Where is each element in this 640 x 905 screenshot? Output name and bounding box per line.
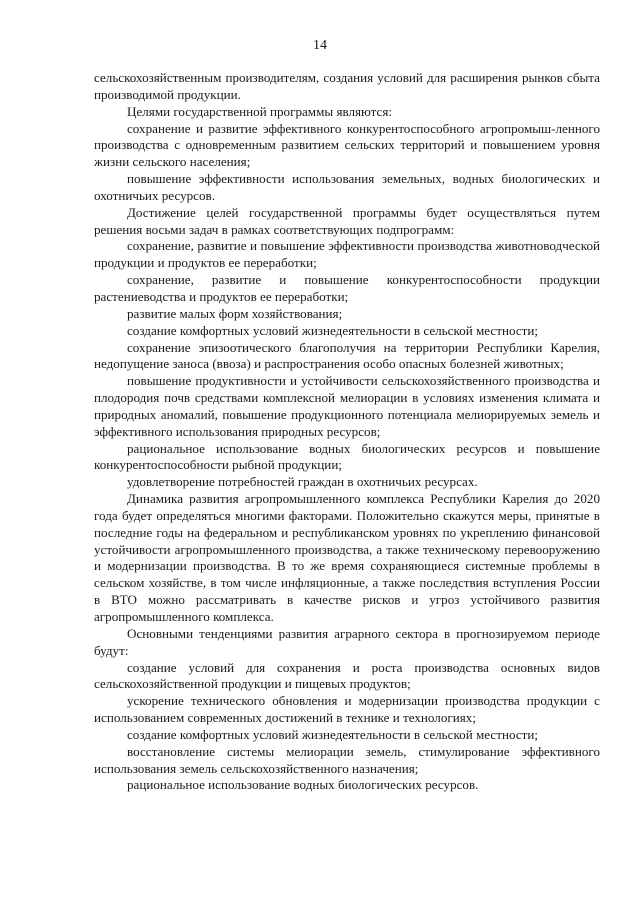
paragraph: создание комфортных условий жизнедеятельности в сельской местности;: [127, 322, 539, 338]
paragraph: развитие малых форм хозяйствования;: [127, 305, 343, 321]
paragraph: создание комфортных условий жизнедеятельности в сельской местности;: [127, 726, 539, 742]
page-number: 14: [313, 38, 327, 53]
paragraph: Динамика развития агропромышленного комплекса Республики Карелия до 2020 года будет определяться многими факторами. Положительно скажутся меры, принятые в последние годы на федеральном и республиканском уровнях по укреплению финансовой устойчивости агропромышленного производства, а также техническому перевооружению и модернизации производства. В то же время сохраняющиеся системные проблемы в сельском хозяйстве, в том числе инфляционные, а также последствия вступления России в ВТО можно рассматривать в качестве рисков и угроз устойчивого развития агропромышленного комплекса.: [94, 491, 600, 624]
paragraph: ускорение технического обновления и модернизации производства продукции с использованием современных достижений в технике и технологиях;: [94, 693, 600, 726]
paragraph: Целями государственной программы являются:: [127, 103, 393, 119]
paragraph: повышение эффективности использования земельных, водных биологических и охотничьих ресурсов.: [94, 171, 600, 203]
paragraph: повышение продуктивности и устойчивости сельскохозяйственного производства и плодородия почв средствами комплексной мелиорации в условиях изменения климата и природных аномалий, повышение продукционного потенциала мелиорируемых земель и эффективного использования природных ресурсов;: [94, 373, 600, 439]
document-body: [94, 70, 600, 794]
paragraph: создание условий для сохранения и роста производства основных видов сельскохозяйственной продукции и пищевых продуктов;: [94, 659, 600, 692]
paragraph: сельскохозяйственным производителям, создания условий для расширения рынков сбыта производимой продукции.: [94, 70, 600, 102]
paragraph: Основными тенденциями развития аграрного сектора в прогнозируемом периоде будут:: [94, 625, 600, 658]
paragraph: Достижение целей государственной программы будет осуществляться путем решения восьми задач в рамках соответствующих подпрограмм:: [94, 204, 600, 237]
paragraph: сохранение, развитие и повышение конкурентоспособности продукции растениеводства и продуктов ее переработки;: [94, 272, 600, 304]
paragraph: рациональное использование водных биологических ресурсов.: [127, 777, 479, 793]
paragraph: восстановление системы мелиорации земель, стимулирование эффективного использования земель сельскохозяйственного назначения;: [94, 743, 600, 776]
paragraph: сохранение и развитие эффективного конкурентоспособного агропромыш-ленного производства с одновременным развитием сельских территорий и повышением уровня жизни сельского населения;: [94, 120, 600, 170]
paragraph: рациональное использование водных биологических ресурсов и повышение конкурентоспособности рыбной продукции;: [94, 440, 600, 473]
paragraph: удовлетворение потребностей граждан в охотничьих ресурсах.: [127, 474, 478, 490]
paragraph: сохранение, развитие и повышение эффективности производства животноводческой продукции и продуктов ее переработки;: [94, 238, 600, 271]
paragraph: сохранение эпизоотического благополучия на территории Республики Карелия, недопущение заноса (ввоза) и распространения особо опасных болезней животных;: [94, 339, 600, 372]
